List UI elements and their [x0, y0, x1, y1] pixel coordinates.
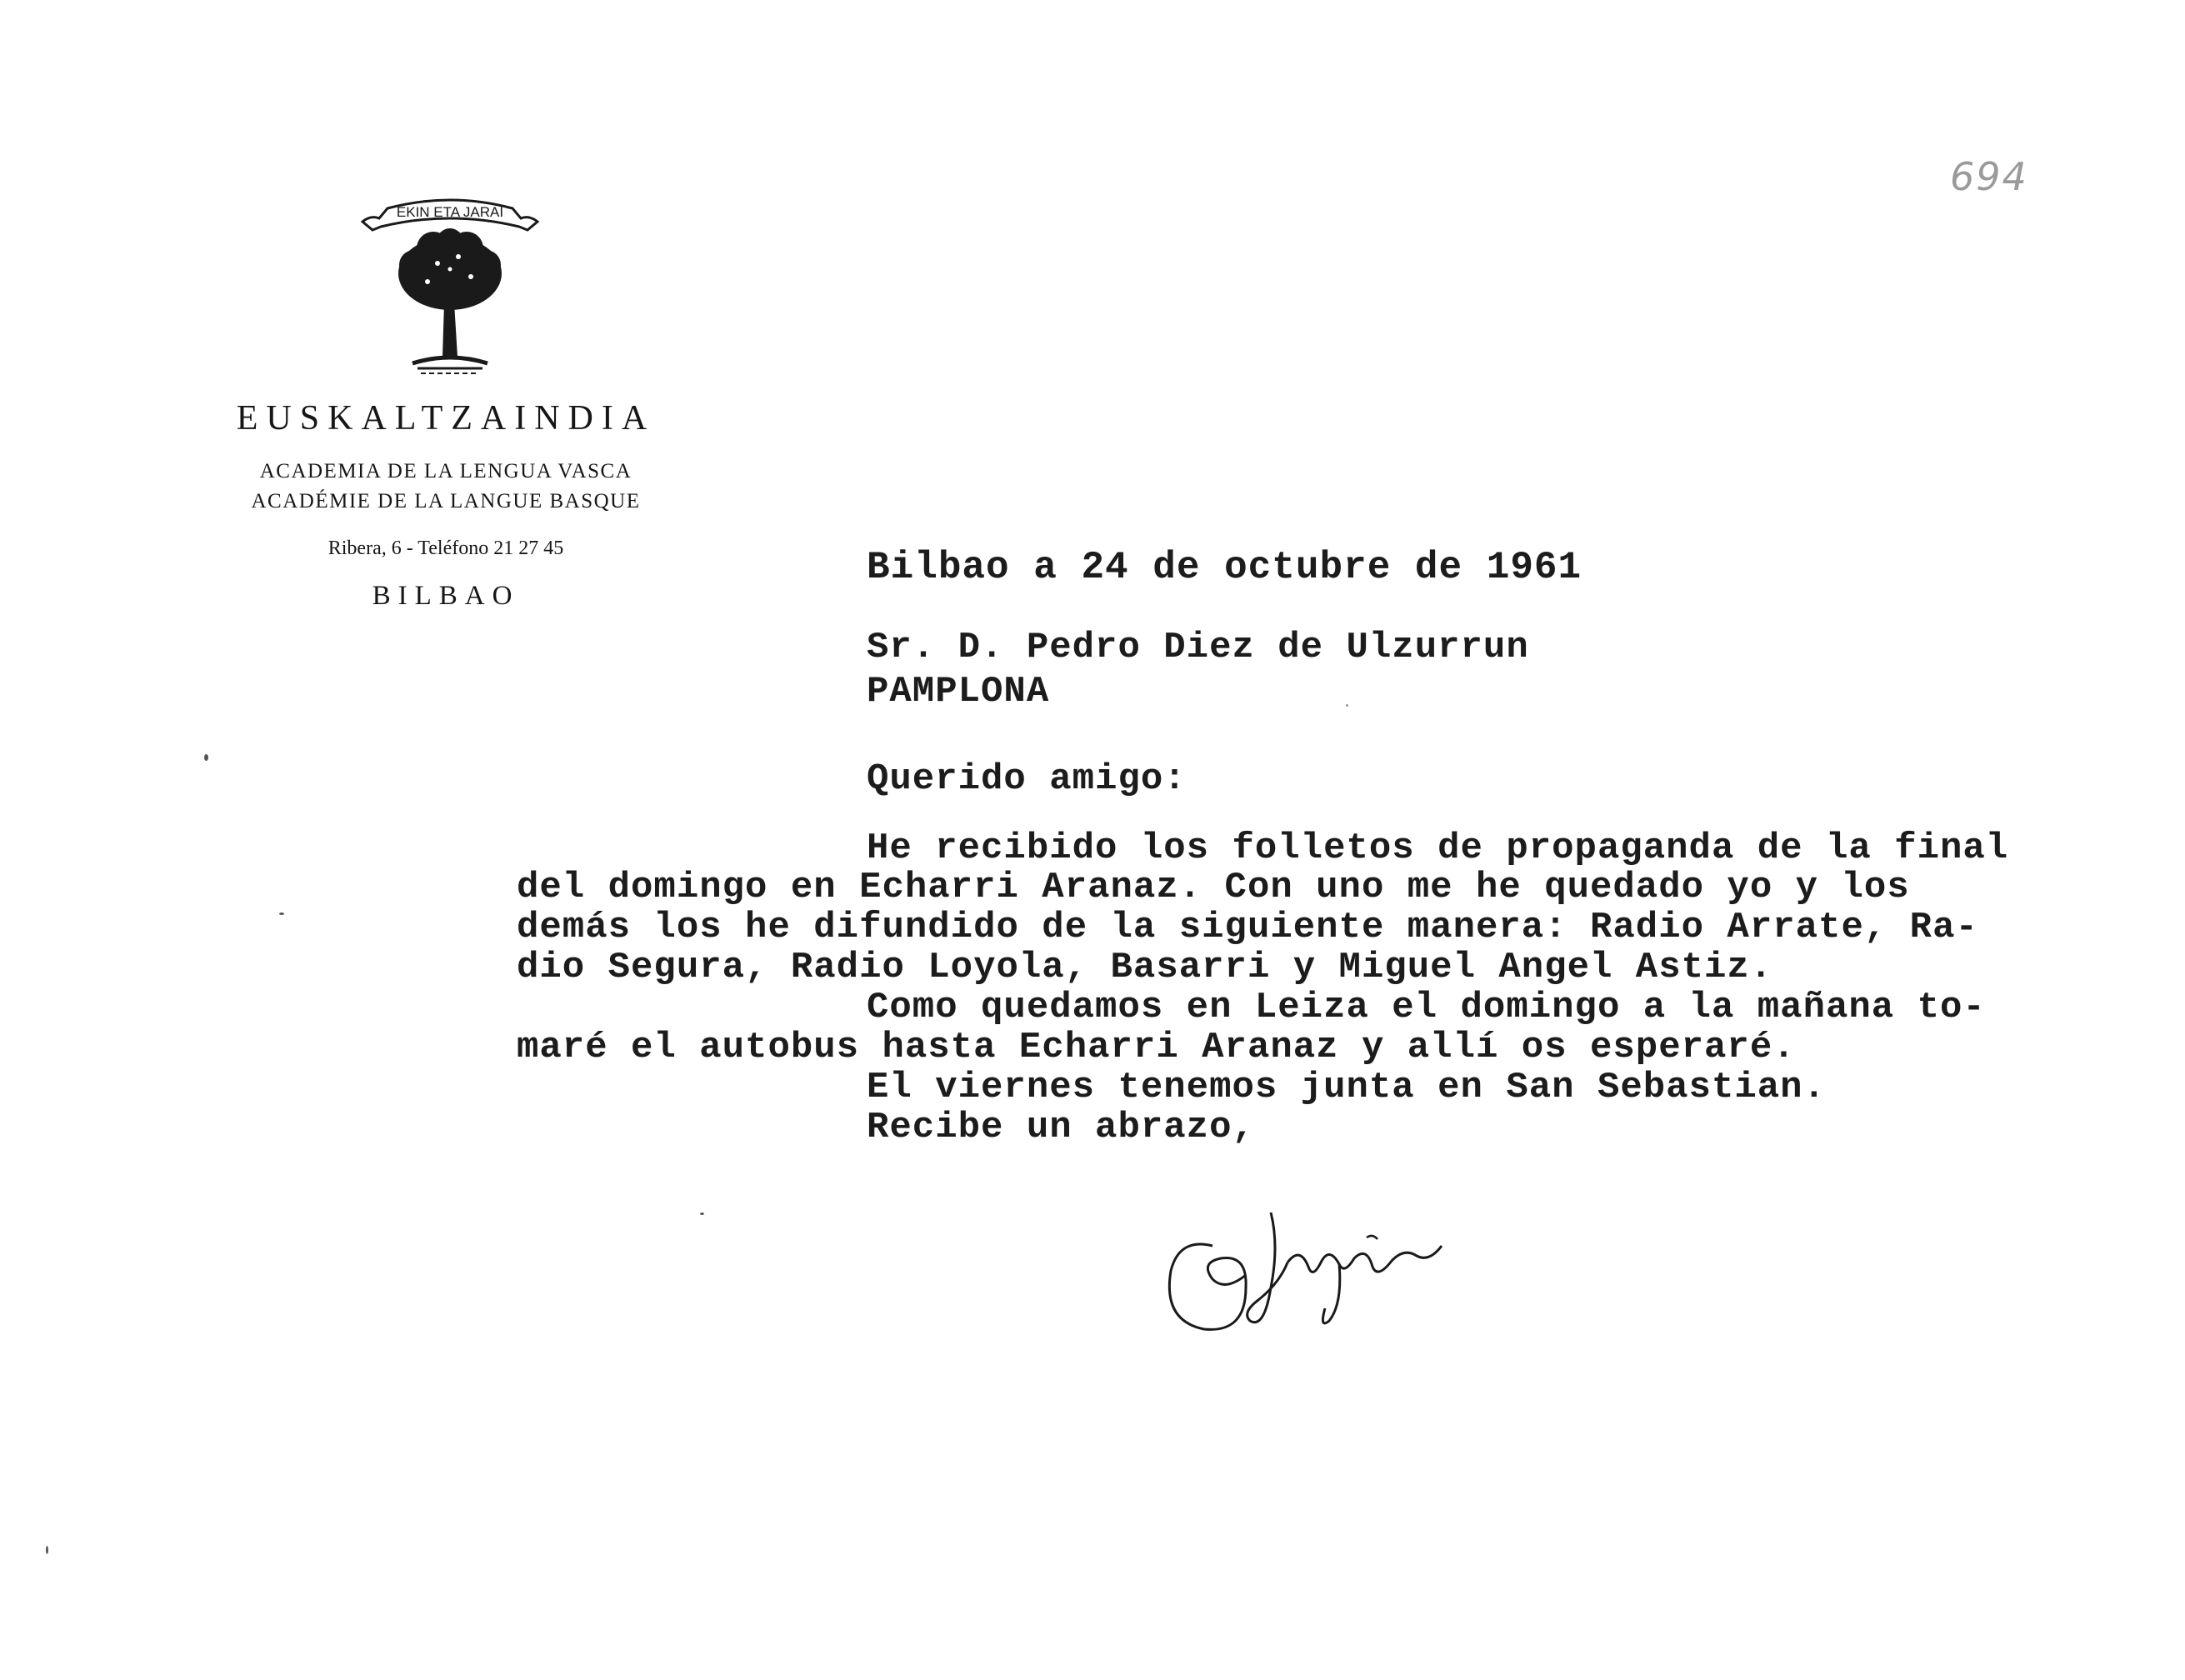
scan-speck — [204, 754, 208, 761]
organization-address: Ribera, 6 - Teléfono 21 27 45 — [328, 538, 564, 559]
body-line: El viernes tenemos junta en San Sebastian. — [867, 1067, 1826, 1108]
scan-speck — [1346, 704, 1348, 707]
body-line: demás los he difundido de la siguiente manera: Radio Arrate, Ra- — [517, 907, 1978, 948]
body-line: dio Segura, Radio Loyola, Basarri y Miguel Angel Astiz. — [517, 947, 1773, 988]
body-line: maré el autobus hasta Echarri Aranaz y allí os esperaré. — [517, 1027, 1796, 1068]
salutation: Querido amigo: — [867, 758, 1187, 800]
recipient-name: Sr. D. Pedro Diez de Ulzurrun — [867, 627, 1529, 668]
organization-name: EUSKALTZAINDIA — [236, 399, 656, 438]
academy-tree-logo — [354, 190, 546, 382]
recipient-city: PAMPLONA — [867, 671, 1050, 712]
organization-city: BILBAO — [372, 581, 520, 611]
organization-subtitle-spanish: ACADEMIA DE LA LENGUA VASCA — [259, 460, 632, 482]
letter-date: Bilbao a 24 de octubre de 1961 — [867, 546, 1582, 589]
motto-text: EKIN ETA JARAI — [396, 204, 504, 220]
organization-subtitle-french: ACADÉMIE DE LA LANGUE BASQUE — [251, 490, 641, 512]
body-line: Como quedamos en Leiza el domingo a la mañana to- — [867, 987, 1986, 1028]
archive-number: 694 — [1950, 154, 2028, 199]
body-line: del domingo en Echarri Aranaz. Con uno me he quedado yo y los — [517, 867, 1910, 908]
scan-speck — [279, 912, 284, 915]
body-line: Recibe un abrazo, — [867, 1107, 1255, 1148]
scan-speck — [46, 1546, 48, 1554]
body-line: He recibido los folletos de propaganda de la final — [867, 828, 2009, 869]
scan-speck — [700, 1212, 704, 1215]
handwritten-signature — [1154, 1196, 1454, 1346]
